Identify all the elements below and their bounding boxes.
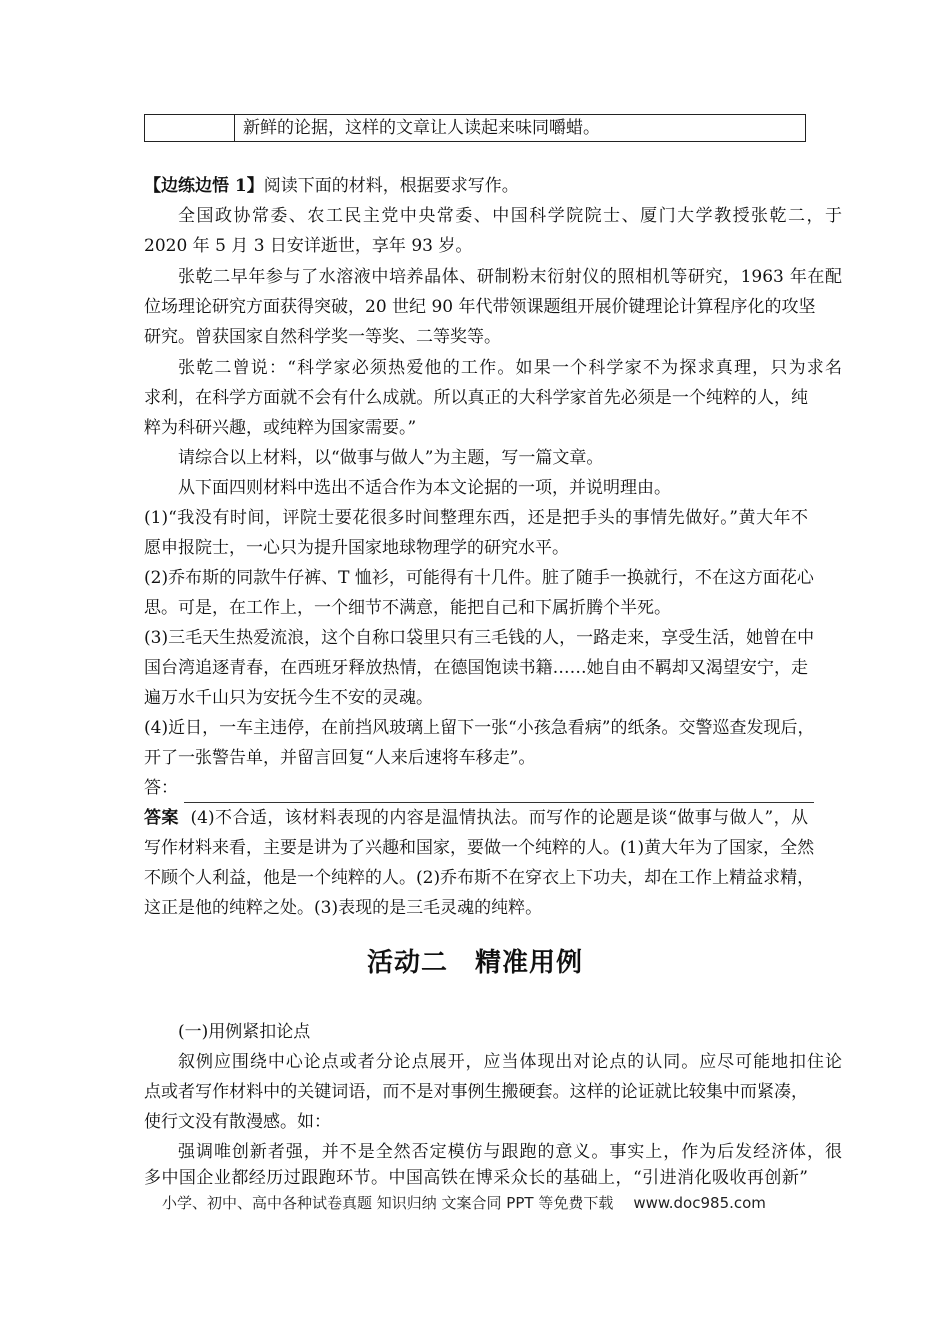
exercise-instruction: 阅读下面的材料，根据要求写作。 bbox=[263, 176, 519, 196]
answer-line3: 不顾个人利益，他是一个纯粹的人。(2)乔布斯不在穿衣上下功夫，却在工作上精益求精， bbox=[144, 868, 815, 888]
exercise-tag: 【边练边悟 1】 bbox=[144, 176, 264, 196]
table-fragment bbox=[144, 114, 806, 142]
section-p1-line3: 使行文没有散漫感。如： bbox=[144, 1112, 331, 1132]
section-subheading: (一)用例紧扣论点 bbox=[178, 1022, 311, 1042]
item3-line2: 国台湾追逐青春，在西班牙释放热情，在德国饱读书籍……她自由不羁却又渴望安宁，走 bbox=[144, 658, 808, 678]
section-title: 活动二 精准用例 bbox=[366, 948, 583, 978]
answer-blank-line bbox=[184, 784, 814, 803]
table-empty-cell bbox=[145, 115, 235, 141]
answer-label: 答案 bbox=[144, 808, 179, 828]
item4-line1: (4)近日，一车主违停，在前挡风玻璃上留下一张“小孩急看病”的纸条。交警巡查发现后， bbox=[144, 718, 815, 738]
item3-line3: 遍万水千山只为安抚今生不安的灵魂。 bbox=[144, 688, 433, 708]
writing-task: 请综合以上材料，以“做事与做人”为主题，写一篇文章。 bbox=[178, 448, 604, 468]
footer-site: www.doc985.com bbox=[633, 1194, 766, 1212]
question-text: 从下面四则材料中选出不适合作为本文论据的一项，并说明理由。 bbox=[178, 478, 671, 498]
answer-prompt: 答： bbox=[144, 778, 178, 798]
answer-line1 bbox=[144, 803, 808, 833]
item1-line1: (1)“我没有时间，评院士要花很多时间整理东西，还是把手头的事情先做好。”黄大年不 bbox=[144, 508, 808, 528]
material-p1-line2: 2020 年 5 月 3 日安详逝世，享年 93 岁。 bbox=[144, 236, 473, 256]
item4-line2: 开了一张警告单，并留言回复“人来后速将车移走”。 bbox=[144, 748, 536, 768]
material-p3-line2: 求利，在科学方面就不会有什么成就。所以真正的大科学家首先必须是一个纯粹的人，纯 bbox=[144, 388, 808, 408]
material-p2-line3: 研究。曾获国家自然科学奖一等奖、二等奖等。 bbox=[144, 327, 501, 347]
item2-line2: 思。可是，在工作上，一个细节不满意，能把自己和下属折腾个半死。 bbox=[144, 598, 671, 618]
material-p2-line2: 位场理论研究方面获得突破，20 世纪 90 年代带领课题组开展价键理论计算程序化的攻坚 bbox=[144, 297, 816, 317]
item1-line2: 愿申报院士，一心只为提升国家地球物理学的研究水平。 bbox=[144, 538, 569, 558]
material-p3-line3: 粹为科研兴趣，或纯粹为国家需要。” bbox=[144, 418, 417, 438]
page-footer bbox=[162, 1192, 766, 1213]
item2-line1: (2)乔布斯的同款牛仔裤、T 恤衫，可能得有十几件。脏了随手一换就行，不在这方面花心 bbox=[144, 568, 814, 588]
item3-line1: (3)三毛天生热爱流浪，这个自称口袋里只有三毛钱的人，一路走来，享受生活，她曾在中 bbox=[144, 628, 815, 648]
section-p1-line2: 点或者写作材料中的关键词语，而不是对事例生搬硬套。这样的论证就比较集中而紧凑， bbox=[144, 1082, 808, 1102]
footer-text: 小学、初中、高中各种试卷真题 知识归纳 文案合同 PPT 等免费下载 bbox=[162, 1194, 614, 1212]
table-text-cell: 新鲜的论据，这样的文章让人读起来味同嚼蜡。 bbox=[243, 118, 600, 138]
material-p3-line1: 张乾二曾说：“科学家必须热爱他的工作。如果一个科学家不为探求真理，只为求名 bbox=[178, 358, 842, 378]
answer-field bbox=[144, 773, 808, 803]
answer-line4: 这正是他的纯粹之处。(3)表现的是三毛灵魂的纯粹。 bbox=[144, 898, 543, 918]
answer-line2: 写作材料来看，主要是讲为了兴趣和国家，要做一个纯粹的人。(1)黄大年为了国家，全然 bbox=[144, 838, 815, 858]
answer-text-1: (4)不合适，该材料表现的内容是温情执法。而写作的论题是谈“做事与做人”，从 bbox=[190, 808, 808, 828]
section-p2-line2: 多中国企业都经历过跟跑环节。中国高铁在博采众长的基础上，“引进消化吸收再创新” bbox=[144, 1168, 808, 1188]
material-p2-line1: 张乾二早年参与了水溶液中培养晶体、研制粉末衍射仪的照相机等研究，1963 年在配 bbox=[178, 267, 842, 287]
exercise-heading bbox=[144, 171, 808, 201]
material-p1-line1: 全国政协常委、农工民主党中央常委、中国科学院院士、厦门大学教授张乾二，于 bbox=[178, 206, 842, 226]
section-p2-line1: 强调唯创新者强，并不是全然否定模仿与跟跑的意义。事实上，作为后发经济体，很 bbox=[178, 1142, 842, 1162]
section-p1-line1: 叙例应围绕中心论点或者分论点展开，应当体现出对论点的认同。应尽可能地扣住论 bbox=[178, 1052, 842, 1072]
